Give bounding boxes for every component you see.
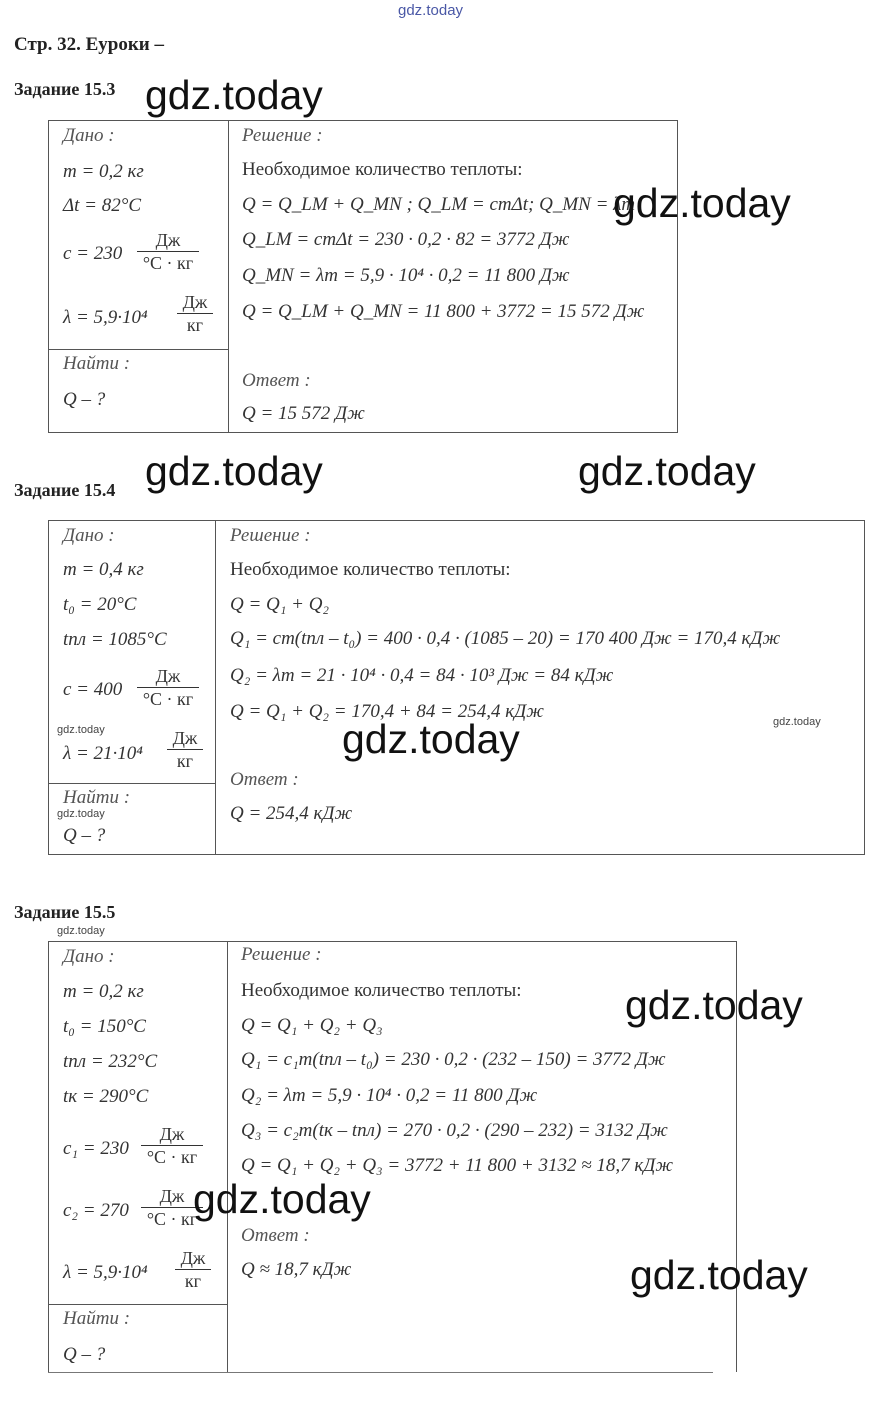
- given-item: c = 230: [63, 243, 123, 264]
- task-15-4-table: [48, 520, 865, 855]
- watermark-top: gdz.today: [398, 2, 464, 19]
- answer-value: Q = 254,4 кДж: [230, 803, 353, 824]
- given-item: m = 0,2 кг: [63, 161, 144, 182]
- watermark: gdz.today: [57, 925, 105, 937]
- given-item: m = 0,4 кг: [63, 559, 144, 580]
- given-item: tпл = 232°С: [63, 1051, 158, 1072]
- solution-line: Q₁ = c₁m(tпл – t₀) = 230 · 0,2 · (232 – 150) = 3772 Дж: [241, 1049, 666, 1070]
- task-heading-15-4: Задание 15.4: [14, 480, 116, 500]
- unit-fraction: Дж кг: [167, 727, 203, 772]
- watermark: gdz.today: [342, 716, 520, 762]
- given-item: tк = 290°С: [63, 1086, 149, 1107]
- given-item: c₁ = 230: [63, 1138, 129, 1159]
- given-item: c = 400: [63, 679, 123, 700]
- solution-line: Q = Q₁ + Q₂: [230, 594, 330, 615]
- unit-fraction: Дж °С · кг: [141, 1185, 203, 1230]
- solution-line: Q = Q₁ + Q₂ = 170,4 + 84 = 254,4 кДж: [230, 701, 544, 722]
- needed-heat-text: Необходимое количество теплоты:: [241, 980, 522, 1001]
- task-heading-15-5: Задание 15.5: [14, 902, 116, 922]
- given-item: λ = 21·10⁴: [63, 743, 143, 764]
- solution-line: Q = Q₁ + Q₂ + Q₃ = 3772 + 11 800 + 3132 ≈ 18,7 кДж: [241, 1155, 674, 1176]
- solution-line: Q = Q₁ + Q₂ + Q₃: [241, 1015, 383, 1036]
- answer-label: Ответ :: [230, 769, 299, 790]
- find-label: Найти :: [63, 1308, 131, 1329]
- solution-line: Q₂ = λm = 5,9 · 10⁴ · 0,2 = 11 800 Дж: [241, 1085, 538, 1106]
- answer-value: Q = 15 572 Дж: [242, 403, 365, 424]
- given-item: t₀ = 150°С: [63, 1016, 146, 1037]
- answer-label: Ответ :: [242, 370, 311, 391]
- find-item: Q – ?: [63, 825, 106, 846]
- given-item: m = 0,2 кг: [63, 981, 144, 1002]
- solution-line: Q = Q_LM + Q_MN ; Q_LM = cmΔt; Q_MN = λm: [242, 194, 636, 215]
- given-item: λ = 5,9·10⁴: [63, 1262, 148, 1283]
- watermark: gdz.today: [578, 448, 756, 494]
- needed-heat-text: Необходимое количество теплоты:: [242, 159, 523, 180]
- solution-line: Q_MN = λm = 5,9 · 10⁴ · 0,2 = 11 800 Дж: [242, 265, 570, 286]
- solution-label: Решение :: [242, 125, 323, 146]
- watermark: gdz.today: [613, 180, 791, 226]
- solution-label: Решение :: [230, 525, 311, 546]
- unit-fraction: Дж кг: [177, 291, 213, 336]
- watermark: gdz.today: [625, 982, 803, 1028]
- watermark: gdz.today: [57, 724, 105, 736]
- solution-line: Q = Q_LM + Q_MN = 11 800 + 3772 = 15 572 Дж: [242, 301, 645, 322]
- given-label: Дано :: [63, 946, 115, 967]
- task-15-3-table: [48, 120, 678, 433]
- watermark: gdz.today: [145, 72, 323, 118]
- solution-line: Q_LM = cmΔt = 230 · 0,2 · 82 = 3772 Дж: [242, 229, 570, 250]
- given-item: t₀ = 20°С: [63, 594, 137, 615]
- given-item: tпл = 1085°С: [63, 629, 167, 650]
- needed-heat-text: Необходимое количество теплоты:: [230, 559, 511, 580]
- given-label: Дано :: [63, 125, 115, 146]
- unit-fraction: Дж кг: [175, 1247, 211, 1292]
- solution-line: Q₁ = cm(tпл – t₀) = 400 · 0,4 · (1085 – 20) = 170 400 Дж = 170,4 кДж: [230, 628, 781, 649]
- answer-value: Q ≈ 18,7 кДж: [241, 1259, 352, 1280]
- find-item: Q – ?: [63, 1344, 106, 1365]
- given-item: λ = 5,9·10⁴: [63, 307, 148, 328]
- watermark: gdz.today: [193, 1176, 371, 1222]
- given-item: Δt = 82°С: [63, 195, 142, 216]
- watermark: gdz.today: [630, 1252, 808, 1298]
- find-label: Найти :: [63, 353, 131, 374]
- answer-label: Ответ :: [241, 1225, 310, 1246]
- watermark: gdz.today: [145, 448, 323, 494]
- solution-label: Решение :: [241, 944, 322, 965]
- given-label: Дано :: [63, 525, 115, 546]
- solution-line: Q₂ = λm = 21 · 10⁴ · 0,4 = 84 · 10³ Дж = 84 кДж: [230, 665, 614, 686]
- given-item: c₂ = 270: [63, 1200, 129, 1221]
- unit-fraction: Дж °С · кг: [137, 665, 199, 710]
- solution-line: Q₃ = c₂m(tк – tпл) = 270 · 0,2 · (290 – 232) = 3132 Дж: [241, 1120, 668, 1141]
- task-heading-15-3: Задание 15.3: [14, 79, 116, 99]
- unit-fraction: Дж °С · кг: [137, 229, 199, 274]
- unit-fraction: Дж °С · кг: [141, 1123, 203, 1168]
- watermark: gdz.today: [773, 716, 821, 728]
- bottom-rule: [48, 1372, 713, 1373]
- page-title: Стр. 32. Еуроки –: [14, 34, 164, 55]
- find-item: Q – ?: [63, 389, 106, 410]
- watermark: gdz.today: [57, 808, 105, 820]
- find-label: Найти :: [63, 787, 131, 808]
